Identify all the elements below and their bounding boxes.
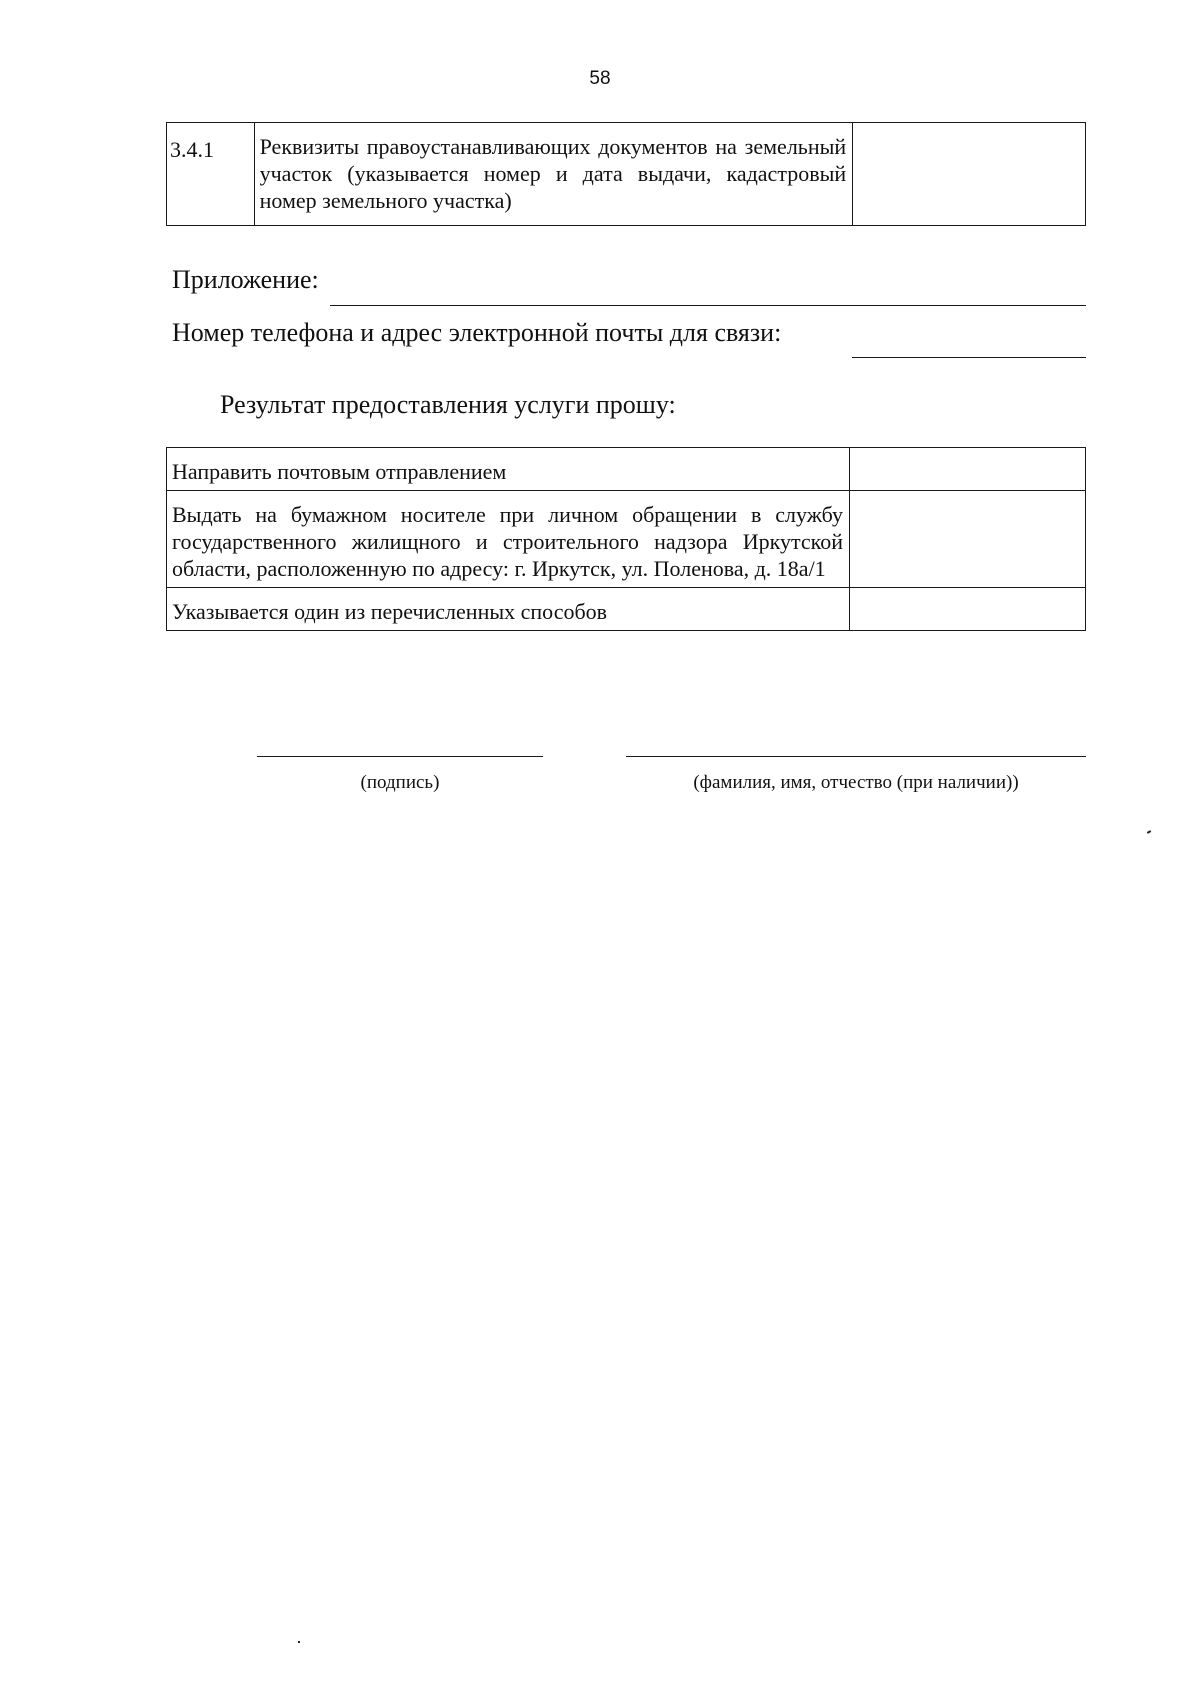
method-checkbox-cell[interactable] (849, 588, 1085, 631)
table-row (167, 588, 1086, 631)
table-row (167, 491, 1086, 588)
contact-line[interactable] (852, 357, 1086, 358)
attachment-label: Приложение: (172, 265, 319, 294)
scan-speck (1147, 830, 1151, 834)
method-checkbox-cell[interactable] (849, 491, 1085, 588)
contact-label: Номер телефона и адрес электронной почты для связи: (172, 318, 782, 347)
result-heading: Результат предоставления услуги прошу: (220, 390, 676, 419)
table-row (167, 123, 1086, 226)
attachment-line[interactable] (330, 305, 1086, 306)
table-row (167, 448, 1086, 491)
scan-speck (298, 1641, 300, 1643)
signature-caption: (подпись) (360, 772, 440, 793)
method-text: Выдать на бумажном носителе при личном обращении в службу государственного жилищного и строительного надзора Иркутской области, расположенную по адресу: г. Иркутск, ул. Поленова, д. 18а/1 (167, 491, 850, 588)
requisites-table (166, 122, 1086, 226)
method-text: Направить почтовым отправлением (167, 448, 850, 491)
delivery-methods-table (166, 447, 1086, 631)
signature-line[interactable] (257, 756, 543, 757)
name-line[interactable] (626, 756, 1086, 757)
item-description: Реквизиты правоустанавливающих документов на земельный участок (указывается номер и дата выдачи, кадастровый номер земельного участка) (254, 123, 853, 226)
item-number: 3.4.1 (167, 123, 255, 226)
method-text: Указывается один из перечисленных способов (167, 588, 850, 631)
page-number: 58 (589, 68, 611, 89)
method-checkbox-cell[interactable] (849, 448, 1085, 491)
name-caption: (фамилия, имя, отчество (при наличии)) (693, 772, 1019, 793)
item-value-field[interactable] (853, 123, 1086, 226)
